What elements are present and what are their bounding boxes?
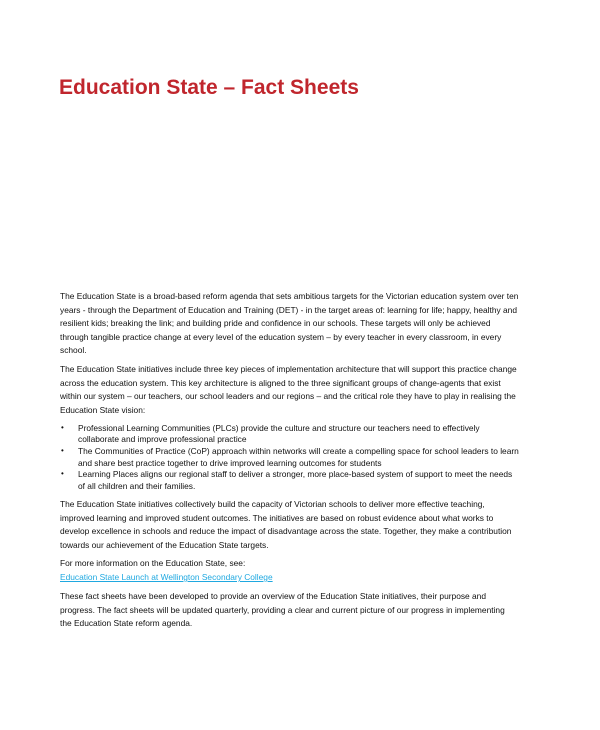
paragraph-line: resilient kids; breaking the link; and building pride and confidence in our schools. These targets will only be achieved [60,318,491,328]
wellington-link[interactable]: Education State Launch at Wellington Secondary College [60,572,273,582]
paragraph-line: The Education State initiatives collectively build the capacity of Victorian schools to deliver more effective teaching, [60,499,485,509]
paragraph-line: The Education State initiatives include three key pieces of implementation architecture that will support this practice change [60,364,517,374]
bullet-line: Professional Learning Communities (PLCs) provide the culture and structure our teachers need to effectively [78,423,480,433]
bullet-line: and share best practice together to drive improved learning outcomes for students [78,457,382,468]
paragraph-line: years - through the Department of Education and Training (DET) - in the target areas of: learning for life; happy, healthy and [60,304,517,315]
paragraph-line: through tangible practice change at every level of the education system – by every teacher in every classroom, in every [60,331,502,342]
bullet-line: Learning Places aligns our regional staff to deliver a stronger, more place-based system of support to meet the needs [78,469,513,479]
paragraph-line: school. [60,345,87,355]
bullet-line: collaborate and improve professional practice [78,434,247,444]
paragraph-line: across the education system. This key architecture is aligned to the three significant groups of change-agents that exist [60,377,501,388]
paragraph-line: the Education State reform agenda. [60,618,193,628]
paragraph-line: These fact sheets have been developed to provide an overview of the Education State initiatives, their purpose and [60,591,487,601]
paragraph-line: develop excellence in schools and reduce the impact of disadvantage across the state. Together, they make a contribution [60,526,512,536]
paragraph-line: improved learning and improved student outcomes. The initiatives are based on robust evidence about what works to [60,512,494,523]
bullet-icon: • [61,469,64,478]
page-title: Education State – Fact Sheets [59,76,359,99]
bullet-icon: • [61,446,64,455]
paragraph-line: The Education State is a broad-based reform agenda that sets ambitious targets for the Victorian education system over ten [60,291,519,301]
bullet-line: of all children and their families. [78,480,196,491]
paragraph-line: towards our achievement of the Education State targets. [60,539,269,550]
bullet-line: The Communities of Practice (CoP) approach within networks will create a compelling space for school leaders to learn [78,446,519,456]
paragraph-line: within our system – our teachers, our school leaders and our regions – and the critical role they have to play in realising the [60,391,516,401]
bullet-icon: • [61,423,64,432]
paragraph-line: For more information on the Education State, see: [60,558,246,568]
paragraph-line: progress. The fact sheets will be updated quarterly, providing a clear and current picture of our progress in implementing [60,604,505,615]
paragraph-line: Education State vision: [60,404,146,415]
